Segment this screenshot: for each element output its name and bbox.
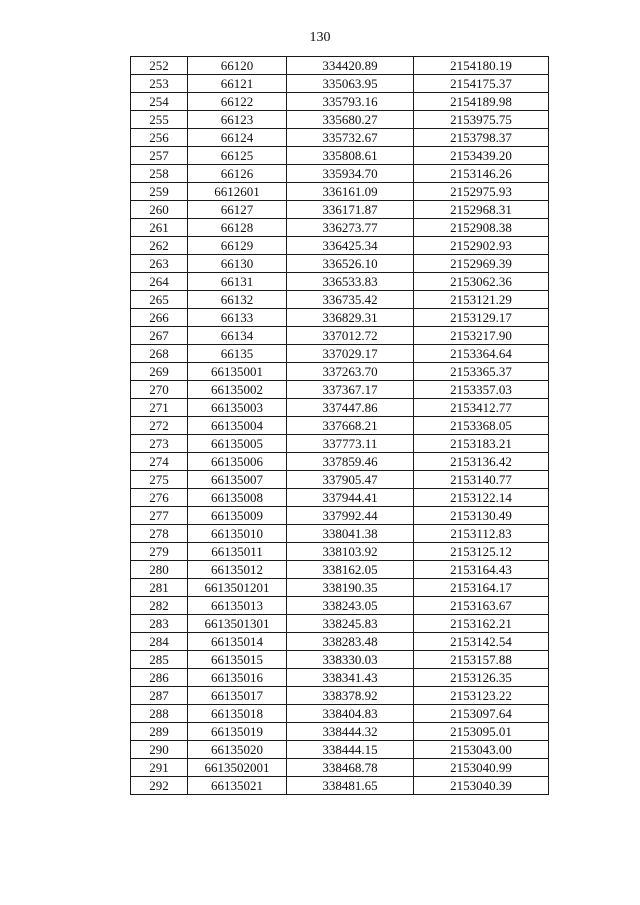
- y-coordinate-cell: 2153364.64: [414, 345, 549, 363]
- table-row: [131, 417, 549, 435]
- y-coordinate-cell: 2153164.43: [414, 561, 549, 579]
- point-id-cell: 66135006: [188, 453, 287, 471]
- row-index-cell: 257: [131, 147, 188, 165]
- y-coordinate-cell: 2153125.12: [414, 543, 549, 561]
- x-coordinate-cell: 338481.65: [287, 777, 414, 795]
- x-coordinate-cell: 335063.95: [287, 75, 414, 93]
- row-index-cell: 289: [131, 723, 188, 741]
- row-index-cell: 272: [131, 417, 188, 435]
- row-index-cell: 256: [131, 129, 188, 147]
- table-row: [131, 579, 549, 597]
- table-row: [131, 687, 549, 705]
- y-coordinate-cell: 2153146.26: [414, 165, 549, 183]
- table-row: [131, 363, 549, 381]
- point-id-cell: 66121: [188, 75, 287, 93]
- point-id-cell: 66135007: [188, 471, 287, 489]
- x-coordinate-cell: 337773.11: [287, 435, 414, 453]
- table-row: [131, 291, 549, 309]
- row-index-cell: 269: [131, 363, 188, 381]
- point-id-cell: 66130: [188, 255, 287, 273]
- point-id-cell: 66134: [188, 327, 287, 345]
- row-index-cell: 282: [131, 597, 188, 615]
- table-row: [131, 237, 549, 255]
- table-row: [131, 111, 549, 129]
- y-coordinate-cell: 2153043.00: [414, 741, 549, 759]
- table-row: [131, 669, 549, 687]
- y-coordinate-cell: 2153368.05: [414, 417, 549, 435]
- y-coordinate-cell: 2154175.37: [414, 75, 549, 93]
- point-id-cell: 66135020: [188, 741, 287, 759]
- point-id-cell: 66127: [188, 201, 287, 219]
- row-index-cell: 270: [131, 381, 188, 399]
- x-coordinate-cell: 336161.09: [287, 183, 414, 201]
- table-row: [131, 381, 549, 399]
- row-index-cell: 291: [131, 759, 188, 777]
- table-row: [131, 651, 549, 669]
- x-coordinate-cell: 338404.83: [287, 705, 414, 723]
- table-row: [131, 777, 549, 795]
- point-id-cell: 66135014: [188, 633, 287, 651]
- x-coordinate-cell: 337859.46: [287, 453, 414, 471]
- row-index-cell: 277: [131, 507, 188, 525]
- x-coordinate-cell: 336273.77: [287, 219, 414, 237]
- table-row: [131, 597, 549, 615]
- row-index-cell: 268: [131, 345, 188, 363]
- point-id-cell: 6613502001: [188, 759, 287, 777]
- y-coordinate-cell: 2153040.99: [414, 759, 549, 777]
- y-coordinate-cell: 2153129.17: [414, 309, 549, 327]
- point-id-cell: 66135008: [188, 489, 287, 507]
- point-id-cell: 66128: [188, 219, 287, 237]
- x-coordinate-cell: 338103.92: [287, 543, 414, 561]
- row-index-cell: 264: [131, 273, 188, 291]
- y-coordinate-cell: 2153121.29: [414, 291, 549, 309]
- y-coordinate-cell: 2153412.77: [414, 399, 549, 417]
- table-row: [131, 183, 549, 201]
- y-coordinate-cell: 2153136.42: [414, 453, 549, 471]
- y-coordinate-cell: 2153798.37: [414, 129, 549, 147]
- y-coordinate-cell: 2153162.21: [414, 615, 549, 633]
- point-id-cell: 66125: [188, 147, 287, 165]
- y-coordinate-cell: 2154180.19: [414, 57, 549, 75]
- x-coordinate-cell: 337992.44: [287, 507, 414, 525]
- point-id-cell: 66135003: [188, 399, 287, 417]
- x-coordinate-cell: 336533.83: [287, 273, 414, 291]
- table-row: [131, 273, 549, 291]
- point-id-cell: 6612601: [188, 183, 287, 201]
- page-number: 130: [309, 30, 331, 45]
- row-index-cell: 255: [131, 111, 188, 129]
- point-id-cell: 66135012: [188, 561, 287, 579]
- x-coordinate-cell: 338283.48: [287, 633, 414, 651]
- y-coordinate-cell: 2153142.54: [414, 633, 549, 651]
- x-coordinate-cell: 338444.15: [287, 741, 414, 759]
- table-row: [131, 615, 549, 633]
- point-id-cell: 66135001: [188, 363, 287, 381]
- x-coordinate-cell: 335732.67: [287, 129, 414, 147]
- row-index-cell: 292: [131, 777, 188, 795]
- x-coordinate-cell: 336171.87: [287, 201, 414, 219]
- table-row: [131, 93, 549, 111]
- table-row: [131, 219, 549, 237]
- point-id-cell: 66123: [188, 111, 287, 129]
- y-coordinate-cell: 2152908.38: [414, 219, 549, 237]
- row-index-cell: 278: [131, 525, 188, 543]
- table-body: [131, 57, 549, 795]
- table-row: [131, 471, 549, 489]
- row-index-cell: 265: [131, 291, 188, 309]
- x-coordinate-cell: 336829.31: [287, 309, 414, 327]
- x-coordinate-cell: 336735.42: [287, 291, 414, 309]
- point-id-cell: 66135015: [188, 651, 287, 669]
- point-id-cell: 66133: [188, 309, 287, 327]
- point-id-cell: 66135013: [188, 597, 287, 615]
- x-coordinate-cell: 338245.83: [287, 615, 414, 633]
- y-coordinate-cell: 2152968.31: [414, 201, 549, 219]
- x-coordinate-cell: 338243.05: [287, 597, 414, 615]
- x-coordinate-cell: 338041.38: [287, 525, 414, 543]
- row-index-cell: 262: [131, 237, 188, 255]
- x-coordinate-cell: 337012.72: [287, 327, 414, 345]
- x-coordinate-cell: 335934.70: [287, 165, 414, 183]
- point-id-cell: 66135005: [188, 435, 287, 453]
- row-index-cell: 288: [131, 705, 188, 723]
- y-coordinate-cell: 2153095.01: [414, 723, 549, 741]
- y-coordinate-cell: 2153164.17: [414, 579, 549, 597]
- point-id-cell: 66135010: [188, 525, 287, 543]
- y-coordinate-cell: 2153122.14: [414, 489, 549, 507]
- row-index-cell: 258: [131, 165, 188, 183]
- x-coordinate-cell: 337447.86: [287, 399, 414, 417]
- y-coordinate-cell: 2153183.21: [414, 435, 549, 453]
- point-id-cell: 66124: [188, 129, 287, 147]
- table-row: [131, 741, 549, 759]
- point-id-cell: 66135004: [188, 417, 287, 435]
- table-row: [131, 147, 549, 165]
- x-coordinate-cell: 337944.41: [287, 489, 414, 507]
- y-coordinate-cell: 2153123.22: [414, 687, 549, 705]
- table-row: [131, 543, 549, 561]
- table-row: [131, 129, 549, 147]
- row-index-cell: 259: [131, 183, 188, 201]
- table-row: [131, 525, 549, 543]
- row-index-cell: 254: [131, 93, 188, 111]
- table-row: [131, 453, 549, 471]
- x-coordinate-cell: 334420.89: [287, 57, 414, 75]
- row-index-cell: 266: [131, 309, 188, 327]
- row-index-cell: 253: [131, 75, 188, 93]
- table-row: [131, 255, 549, 273]
- table-row: [131, 75, 549, 93]
- x-coordinate-cell: 338330.03: [287, 651, 414, 669]
- table-row: [131, 201, 549, 219]
- row-index-cell: 276: [131, 489, 188, 507]
- y-coordinate-cell: 2153357.03: [414, 381, 549, 399]
- table-row: [131, 759, 549, 777]
- y-coordinate-cell: 2153062.36: [414, 273, 549, 291]
- y-coordinate-cell: 2153126.35: [414, 669, 549, 687]
- table-row: [131, 705, 549, 723]
- y-coordinate-cell: 2153163.67: [414, 597, 549, 615]
- row-index-cell: 280: [131, 561, 188, 579]
- table-row: [131, 165, 549, 183]
- point-id-cell: 6613501301: [188, 615, 287, 633]
- y-coordinate-cell: 2153975.75: [414, 111, 549, 129]
- y-coordinate-cell: 2153157.88: [414, 651, 549, 669]
- row-index-cell: 271: [131, 399, 188, 417]
- table-row: [131, 507, 549, 525]
- row-index-cell: 273: [131, 435, 188, 453]
- point-id-cell: 66135: [188, 345, 287, 363]
- row-index-cell: 290: [131, 741, 188, 759]
- y-coordinate-cell: 2153365.37: [414, 363, 549, 381]
- table-row: [131, 57, 549, 75]
- x-coordinate-cell: 337905.47: [287, 471, 414, 489]
- point-id-cell: 66129: [188, 237, 287, 255]
- point-id-cell: 66135021: [188, 777, 287, 795]
- y-coordinate-cell: 2153130.49: [414, 507, 549, 525]
- point-id-cell: 66131: [188, 273, 287, 291]
- point-id-cell: 6613501201: [188, 579, 287, 597]
- point-id-cell: 66126: [188, 165, 287, 183]
- row-index-cell: 286: [131, 669, 188, 687]
- table-row: [131, 435, 549, 453]
- table-row: [131, 327, 549, 345]
- point-id-cell: 66135011: [188, 543, 287, 561]
- row-index-cell: 285: [131, 651, 188, 669]
- x-coordinate-cell: 335793.16: [287, 93, 414, 111]
- row-index-cell: 252: [131, 57, 188, 75]
- y-coordinate-cell: 2153439.20: [414, 147, 549, 165]
- x-coordinate-cell: 337029.17: [287, 345, 414, 363]
- point-id-cell: 66135009: [188, 507, 287, 525]
- y-coordinate-cell: 2152902.93: [414, 237, 549, 255]
- row-index-cell: 281: [131, 579, 188, 597]
- x-coordinate-cell: 338162.05: [287, 561, 414, 579]
- table-row: [131, 561, 549, 579]
- table-row: [131, 345, 549, 363]
- table-row: [131, 399, 549, 417]
- table-row: [131, 633, 549, 651]
- row-index-cell: 275: [131, 471, 188, 489]
- x-coordinate-cell: 338190.35: [287, 579, 414, 597]
- row-index-cell: 267: [131, 327, 188, 345]
- x-coordinate-cell: 336526.10: [287, 255, 414, 273]
- row-index-cell: 261: [131, 219, 188, 237]
- row-index-cell: 260: [131, 201, 188, 219]
- point-id-cell: 66135002: [188, 381, 287, 399]
- x-coordinate-cell: 338378.92: [287, 687, 414, 705]
- table-row: [131, 723, 549, 741]
- point-id-cell: 66135019: [188, 723, 287, 741]
- row-index-cell: 274: [131, 453, 188, 471]
- point-id-cell: 66135017: [188, 687, 287, 705]
- x-coordinate-cell: 337668.21: [287, 417, 414, 435]
- y-coordinate-cell: 2153140.77: [414, 471, 549, 489]
- y-coordinate-cell: 2153097.64: [414, 705, 549, 723]
- y-coordinate-cell: 2153040.39: [414, 777, 549, 795]
- table-row: [131, 489, 549, 507]
- point-id-cell: 66135016: [188, 669, 287, 687]
- y-coordinate-cell: 2153217.90: [414, 327, 549, 345]
- x-coordinate-cell: 335808.61: [287, 147, 414, 165]
- y-coordinate-cell: 2154189.98: [414, 93, 549, 111]
- y-coordinate-cell: 2153112.83: [414, 525, 549, 543]
- point-id-cell: 66120: [188, 57, 287, 75]
- row-index-cell: 287: [131, 687, 188, 705]
- x-coordinate-cell: 338468.78: [287, 759, 414, 777]
- y-coordinate-cell: 2152975.93: [414, 183, 549, 201]
- x-coordinate-cell: 338341.43: [287, 669, 414, 687]
- coordinates-table: [130, 56, 549, 795]
- row-index-cell: 284: [131, 633, 188, 651]
- y-coordinate-cell: 2152969.39: [414, 255, 549, 273]
- table-row: [131, 309, 549, 327]
- x-coordinate-cell: 337367.17: [287, 381, 414, 399]
- row-index-cell: 283: [131, 615, 188, 633]
- point-id-cell: 66132: [188, 291, 287, 309]
- point-id-cell: 66135018: [188, 705, 287, 723]
- row-index-cell: 263: [131, 255, 188, 273]
- point-id-cell: 66122: [188, 93, 287, 111]
- x-coordinate-cell: 338444.32: [287, 723, 414, 741]
- x-coordinate-cell: 337263.70: [287, 363, 414, 381]
- x-coordinate-cell: 335680.27: [287, 111, 414, 129]
- x-coordinate-cell: 336425.34: [287, 237, 414, 255]
- row-index-cell: 279: [131, 543, 188, 561]
